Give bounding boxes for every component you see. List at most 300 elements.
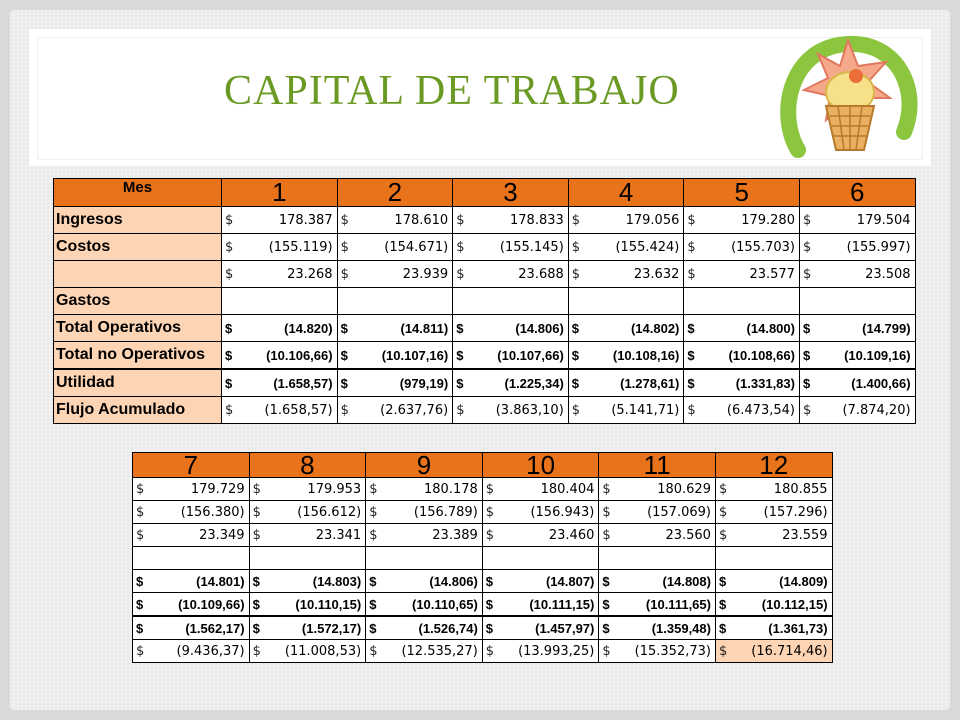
currency-symbol: $ <box>369 573 377 589</box>
cell-amount: (15.352,73) <box>634 643 711 659</box>
cell-amount: (13.993,25) <box>518 643 595 659</box>
table-row <box>54 315 916 342</box>
row-label: Utilidad <box>54 369 222 397</box>
table-row <box>133 640 833 663</box>
currency-symbol: $ <box>225 266 234 282</box>
cell-amount: (10.107,16) <box>381 347 449 363</box>
value-cell <box>715 547 832 570</box>
value-cell <box>568 397 684 424</box>
value-cell <box>249 640 366 663</box>
currency-symbol: $ <box>369 527 378 543</box>
currency-symbol: $ <box>252 620 260 636</box>
currency-symbol: $ <box>802 375 811 391</box>
currency-symbol: $ <box>340 266 349 282</box>
value-cell <box>222 315 338 342</box>
value-cell <box>133 640 250 663</box>
value-cell <box>453 207 569 234</box>
currency-symbol: $ <box>687 320 695 336</box>
value-cell <box>799 288 915 315</box>
cupcake-logo-icon <box>778 32 918 160</box>
value-cell <box>222 369 338 397</box>
cell-amount: (1.361,73) <box>768 620 828 636</box>
currency-symbol: $ <box>456 375 464 391</box>
value-cell <box>453 315 569 342</box>
currency-symbol: $ <box>252 481 261 497</box>
currency-symbol: $ <box>340 347 348 363</box>
value-cell <box>684 207 800 234</box>
currency-symbol: $ <box>602 643 611 659</box>
cell-amount: (10.106,66) <box>266 347 333 363</box>
header-cell-month: 2 <box>337 179 453 207</box>
value-cell <box>799 342 915 370</box>
currency-symbol: $ <box>252 527 261 543</box>
slide-title: CAPITAL DE TRABAJO <box>224 68 680 114</box>
cell-amount: (14.803) <box>312 573 362 589</box>
value-cell <box>599 640 716 663</box>
table-row <box>133 478 833 501</box>
table-row <box>54 369 916 397</box>
currency-symbol: $ <box>718 620 727 636</box>
currency-symbol: $ <box>571 347 580 363</box>
value-cell <box>133 570 250 593</box>
cell-amount: (10.110,65) <box>412 596 478 612</box>
value-cell <box>684 369 800 397</box>
value-cell <box>715 570 832 593</box>
cell-amount: (5.141,71) <box>611 402 680 418</box>
header-cell-month: 8 <box>249 453 366 478</box>
value-cell <box>482 501 599 524</box>
currency-symbol: $ <box>136 573 144 589</box>
value-cell <box>715 524 832 547</box>
value-cell <box>715 640 832 663</box>
currency-symbol: $ <box>136 643 145 659</box>
value-cell <box>453 397 569 424</box>
value-cell <box>133 547 250 570</box>
cell-amount: 23.508 <box>865 266 911 282</box>
cell-amount: 23.688 <box>518 266 564 282</box>
value-cell <box>684 397 800 424</box>
logo-cherry <box>849 69 863 83</box>
cell-amount: 23.460 <box>548 527 595 543</box>
currency-symbol: $ <box>340 375 348 391</box>
cell-amount: (1.331,83) <box>735 375 795 391</box>
cell-amount: 179.056 <box>625 212 680 228</box>
currency-symbol: $ <box>369 481 378 497</box>
currency-symbol: $ <box>802 212 812 228</box>
value-cell <box>249 524 366 547</box>
value-cell <box>599 570 716 593</box>
cashflow-table-months-1-6 <box>53 178 916 424</box>
value-cell <box>684 288 800 315</box>
currency-symbol: $ <box>136 620 144 636</box>
table-row <box>54 342 916 370</box>
header-cell-month: 7 <box>133 453 250 478</box>
currency-symbol: $ <box>485 481 495 497</box>
value-cell <box>133 478 250 501</box>
value-cell <box>482 478 599 501</box>
cell-amount: (14.799) <box>862 320 911 336</box>
value-cell <box>482 616 599 640</box>
currency-symbol: $ <box>571 375 580 391</box>
table-row <box>54 397 916 424</box>
cell-amount: 180.629 <box>657 481 711 497</box>
row-label: Total no Operativos <box>54 342 222 370</box>
cell-amount: (10.109,16) <box>844 347 911 363</box>
header-cell-month: 5 <box>684 179 800 207</box>
value-cell <box>337 288 453 315</box>
currency-symbol: $ <box>225 347 233 363</box>
currency-symbol: $ <box>718 504 728 520</box>
currency-symbol: $ <box>687 347 695 363</box>
currency-symbol: $ <box>485 596 494 612</box>
cell-amount: (1.400,66) <box>851 375 911 391</box>
cell-amount: (2.637,76) <box>380 402 449 418</box>
cell-amount: (10.110,15) <box>295 596 362 612</box>
value-cell <box>453 234 569 261</box>
value-cell <box>453 261 569 288</box>
value-cell <box>249 570 366 593</box>
cell-amount: 180.404 <box>540 481 595 497</box>
cell-amount: (1.526,74) <box>418 620 478 636</box>
value-cell <box>133 593 250 617</box>
cell-amount: (14.807) <box>545 573 595 589</box>
value-cell <box>366 524 483 547</box>
value-cell <box>684 342 800 370</box>
value-cell <box>222 342 338 370</box>
value-cell <box>337 207 453 234</box>
currency-symbol: $ <box>369 504 378 520</box>
cell-amount: 23.939 <box>402 266 449 282</box>
cell-amount: 179.953 <box>307 481 362 497</box>
cell-amount: (10.111,65) <box>645 596 711 612</box>
currency-symbol: $ <box>687 266 696 282</box>
cell-amount: (14.801) <box>196 573 245 589</box>
cell-amount: (154.671) <box>384 239 449 255</box>
currency-symbol: $ <box>718 481 728 497</box>
table-row <box>54 234 916 261</box>
value-cell <box>337 234 453 261</box>
value-cell <box>599 524 716 547</box>
currency-symbol: $ <box>456 320 464 336</box>
currency-symbol: $ <box>602 573 610 589</box>
cell-amount: (157.296) <box>763 504 828 520</box>
row-label: Costos <box>54 234 222 261</box>
cell-amount: (1.457,97) <box>535 620 595 636</box>
cell-amount: (14.806) <box>515 320 564 336</box>
currency-symbol: $ <box>602 620 610 636</box>
currency-symbol: $ <box>456 212 465 228</box>
header-cell-month: 9 <box>366 453 483 478</box>
currency-symbol: $ <box>252 643 261 659</box>
cell-amount: 179.504 <box>856 212 911 228</box>
value-cell <box>482 547 599 570</box>
cell-amount: 178.387 <box>278 212 333 228</box>
value-cell <box>715 593 832 617</box>
cell-amount: (16.714,46) <box>751 643 828 659</box>
cell-amount: (9.436,37) <box>176 643 245 659</box>
currency-symbol: $ <box>602 527 611 543</box>
table2-header-row <box>133 453 833 478</box>
cell-amount: (1.658,57) <box>273 375 333 391</box>
value-cell <box>568 234 684 261</box>
cell-amount: (3.863,10) <box>495 402 564 418</box>
currency-symbol: $ <box>136 481 145 497</box>
currency-symbol: $ <box>369 596 377 612</box>
currency-symbol: $ <box>571 266 581 282</box>
currency-symbol: $ <box>340 402 349 418</box>
value-cell <box>568 207 684 234</box>
cell-amount: 179.729 <box>190 481 245 497</box>
currency-symbol: $ <box>225 239 234 255</box>
value-cell <box>337 315 453 342</box>
currency-symbol: $ <box>456 239 465 255</box>
currency-symbol: $ <box>369 643 378 659</box>
value-cell <box>568 369 684 397</box>
value-cell <box>366 570 483 593</box>
value-cell <box>222 261 338 288</box>
cell-amount: 23.632 <box>633 266 680 282</box>
value-cell <box>715 616 832 640</box>
cell-amount: (11.008,53) <box>284 643 362 659</box>
value-cell <box>249 593 366 617</box>
currency-symbol: $ <box>802 266 812 282</box>
table-row <box>54 207 916 234</box>
value-cell <box>599 478 716 501</box>
cell-amount: (12.535,27) <box>401 643 478 659</box>
table1-header-row <box>54 179 916 207</box>
cell-amount: (1.572,17) <box>301 620 362 636</box>
currency-symbol: $ <box>571 239 581 255</box>
currency-symbol: $ <box>225 402 234 418</box>
value-cell <box>599 547 716 570</box>
value-cell <box>249 616 366 640</box>
cell-amount: (14.800) <box>746 320 795 336</box>
currency-symbol: $ <box>718 573 727 589</box>
currency-symbol: $ <box>252 596 260 612</box>
value-cell <box>799 397 915 424</box>
value-cell <box>337 397 453 424</box>
value-cell <box>222 397 338 424</box>
currency-symbol: $ <box>485 620 494 636</box>
currency-symbol: $ <box>687 239 696 255</box>
cell-amount: (155.997) <box>846 239 911 255</box>
cell-amount: (1.278,61) <box>620 375 680 391</box>
cell-amount: (14.802) <box>630 320 680 336</box>
cell-amount: (10.111,15) <box>529 596 595 612</box>
table-row <box>133 501 833 524</box>
value-cell <box>222 288 338 315</box>
table-row <box>133 547 833 570</box>
value-cell <box>337 342 453 370</box>
cell-amount: (14.820) <box>284 320 333 336</box>
currency-symbol: $ <box>456 402 465 418</box>
currency-symbol: $ <box>485 504 495 520</box>
value-cell <box>482 524 599 547</box>
cell-amount: 179.280 <box>741 212 795 228</box>
currency-symbol: $ <box>802 402 812 418</box>
currency-symbol: $ <box>136 504 145 520</box>
currency-symbol: $ <box>340 320 348 336</box>
currency-symbol: $ <box>571 320 580 336</box>
value-cell <box>133 616 250 640</box>
table-row <box>133 593 833 617</box>
cell-amount: 178.610 <box>394 212 449 228</box>
value-cell <box>222 234 338 261</box>
cell-amount: (10.108,66) <box>728 347 795 363</box>
cell-amount: (14.806) <box>429 573 478 589</box>
cell-amount: (14.809) <box>779 573 828 589</box>
currency-symbol: $ <box>718 596 727 612</box>
currency-symbol: $ <box>687 402 696 418</box>
currency-symbol: $ <box>136 527 145 543</box>
cell-amount: (10.112,15) <box>761 596 828 612</box>
currency-symbol: $ <box>252 573 260 589</box>
row-label <box>54 261 222 288</box>
value-cell <box>366 478 483 501</box>
cell-amount: 23.560 <box>665 527 711 543</box>
value-cell <box>684 315 800 342</box>
value-cell <box>366 501 483 524</box>
currency-symbol: $ <box>225 320 233 336</box>
value-cell <box>568 342 684 370</box>
currency-symbol: $ <box>602 481 611 497</box>
value-cell <box>799 234 915 261</box>
value-cell <box>684 234 800 261</box>
cell-amount: (155.119) <box>268 239 333 255</box>
currency-symbol: $ <box>718 643 728 659</box>
cell-amount: (155.145) <box>499 239 564 255</box>
value-cell <box>568 315 684 342</box>
cell-amount: (155.703) <box>731 239 795 255</box>
cell-amount: (10.107,66) <box>497 347 564 363</box>
table1-body <box>54 207 916 424</box>
currency-symbol: $ <box>340 212 349 228</box>
header-cell-month: 11 <box>599 453 716 478</box>
cell-amount: (156.612) <box>297 504 362 520</box>
cell-amount: 178.833 <box>510 212 564 228</box>
cell-amount: (156.380) <box>180 504 245 520</box>
value-cell <box>366 640 483 663</box>
cell-amount: 180.178 <box>424 481 478 497</box>
header-cell-month: 3 <box>453 179 569 207</box>
cell-amount: 23.268 <box>287 266 333 282</box>
cell-amount: (979,19) <box>399 375 449 391</box>
currency-symbol: $ <box>571 212 581 228</box>
value-cell <box>599 593 716 617</box>
currency-symbol: $ <box>340 239 349 255</box>
cell-amount: (14.811) <box>400 320 449 336</box>
value-cell <box>482 570 599 593</box>
table-row <box>54 261 916 288</box>
value-cell <box>482 640 599 663</box>
table-row <box>133 616 833 640</box>
value-cell <box>599 501 716 524</box>
currency-symbol: $ <box>718 527 728 543</box>
value-cell <box>249 501 366 524</box>
value-cell <box>799 369 915 397</box>
value-cell <box>133 501 250 524</box>
value-cell <box>799 315 915 342</box>
currency-symbol: $ <box>252 504 261 520</box>
value-cell <box>366 616 483 640</box>
row-label: Total Operativos <box>54 315 222 342</box>
cell-amount: (156.789) <box>413 504 478 520</box>
row-label: Ingresos <box>54 207 222 234</box>
header-cell-month: 6 <box>799 179 915 207</box>
cell-amount: (14.808) <box>662 573 711 589</box>
cell-amount: (1.658,57) <box>264 402 333 418</box>
row-label: Gastos <box>54 288 222 315</box>
cell-amount: 23.341 <box>315 527 362 543</box>
value-cell <box>453 288 569 315</box>
cell-amount: 23.389 <box>432 527 478 543</box>
row-label: Flujo Acumulado <box>54 397 222 424</box>
currency-symbol: $ <box>225 212 234 228</box>
header-cell-month: 1 <box>222 179 338 207</box>
currency-symbol: $ <box>485 643 495 659</box>
value-cell <box>568 261 684 288</box>
currency-symbol: $ <box>485 573 494 589</box>
value-cell <box>249 478 366 501</box>
currency-symbol: $ <box>456 266 465 282</box>
value-cell <box>366 547 483 570</box>
currency-symbol: $ <box>802 239 812 255</box>
value-cell <box>453 369 569 397</box>
value-cell <box>133 524 250 547</box>
cell-amount: 23.559 <box>782 527 828 543</box>
currency-symbol: $ <box>225 375 233 391</box>
cell-amount: 23.349 <box>199 527 245 543</box>
cell-amount: 180.855 <box>773 481 828 497</box>
header-cell-month: 10 <box>482 453 599 478</box>
cell-amount: (6.473,54) <box>726 402 795 418</box>
currency-symbol: $ <box>602 596 610 612</box>
value-cell <box>249 547 366 570</box>
header-cell-month: 4 <box>568 179 684 207</box>
value-cell <box>337 369 453 397</box>
value-cell <box>599 616 716 640</box>
value-cell <box>799 261 915 288</box>
currency-symbol: $ <box>136 596 144 612</box>
header-cell-mes: Mes <box>54 179 222 207</box>
cell-amount: (1.225,34) <box>504 375 564 391</box>
value-cell <box>222 207 338 234</box>
value-cell <box>715 478 832 501</box>
cell-amount: (155.424) <box>615 239 680 255</box>
cell-amount: (10.108,16) <box>612 347 680 363</box>
cell-amount: (7.874,20) <box>842 402 911 418</box>
table-row <box>54 288 916 315</box>
currency-symbol: $ <box>369 620 377 636</box>
value-cell <box>366 593 483 617</box>
value-cell <box>337 261 453 288</box>
table-row <box>133 570 833 593</box>
cell-amount: (1.359,48) <box>651 620 711 636</box>
currency-symbol: $ <box>802 320 811 336</box>
currency-symbol: $ <box>485 527 495 543</box>
value-cell <box>453 342 569 370</box>
table2-body <box>133 478 833 663</box>
currency-symbol: $ <box>802 347 811 363</box>
cashflow-table-months-7-12 <box>132 452 833 663</box>
currency-symbol: $ <box>687 375 695 391</box>
value-cell <box>799 207 915 234</box>
currency-symbol: $ <box>602 504 611 520</box>
currency-symbol: $ <box>571 402 581 418</box>
header-cell-month: 12 <box>715 453 832 478</box>
currency-symbol: $ <box>456 347 464 363</box>
value-cell <box>568 288 684 315</box>
